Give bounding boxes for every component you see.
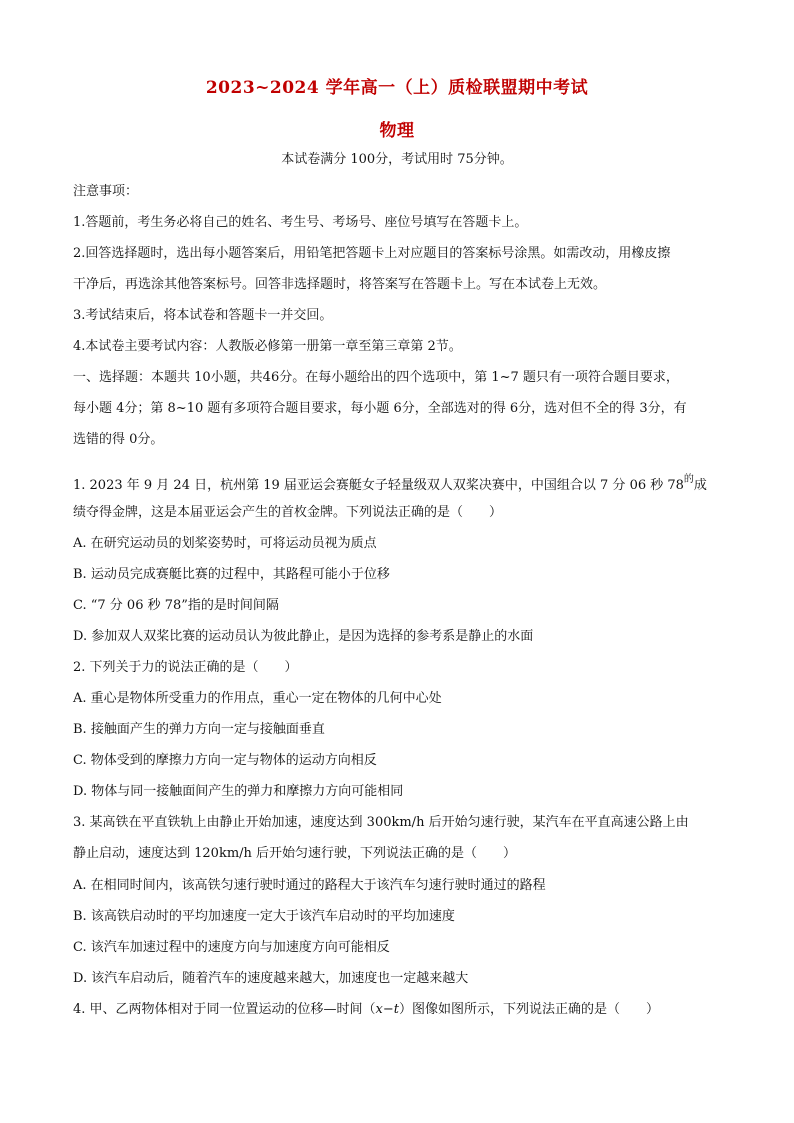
notes-heading: 注意事项： xyxy=(73,184,139,199)
exam-title: 2023~2024 学年高一（上）质检联盟期中考试 xyxy=(205,78,589,98)
question-1-stem-superscript: 的 xyxy=(683,474,694,485)
question-1-stem-tail: 成 xyxy=(693,478,707,493)
question-4-stem-math: x−t xyxy=(375,1002,399,1017)
question-1-option-d: D. 参加双人双桨比赛的运动员认为彼此静止，是因为选择的参考系是静止的水面 xyxy=(73,629,534,644)
question-1-stem-line-2: 绩夺得金牌，这是本届亚运会产生的首枚金牌。下列说法正确的是（ ） xyxy=(73,505,503,520)
note-item-4: 4.本试卷主要考试内容：人教版必修第一册第一章至第三章第 2节。 xyxy=(73,339,462,354)
question-2-option-a: A. 重心是物体所受重力的作用点，重心一定在物体的几何中心处 xyxy=(73,691,442,706)
note-item-1: 1.答题前，考生务必将自己的姓名、考生号、考场号、座位号填写在答题卡上。 xyxy=(73,215,528,230)
question-1-option-b: B. 运动员完成赛艇比赛的过程中，其路程可能小于位移 xyxy=(73,567,390,582)
question-2-option-b: B. 接触面产生的弹力方向一定与接触面垂直 xyxy=(73,722,325,737)
question-3-option-b: B. 该高铁启动时的平均加速度一定大于该汽车启动时的平均加速度 xyxy=(73,909,455,924)
question-1-option-a: A. 在研究运动员的划桨姿势时，可将运动员视为质点 xyxy=(73,536,377,551)
subject-title: 物理 xyxy=(379,121,415,141)
question-4-stem-tail: ）图像如图所示，下列说法正确的是（ ） xyxy=(399,1002,660,1017)
exam-info: 本试卷满分 100分，考试用时 75分钟。 xyxy=(281,152,513,167)
question-1-stem-text: 1. 2023 年 9 月 24 日，杭州第 19 届亚运会赛艇女子轻量级双人双桨决赛中，中国组合以 7 分 06 秒 78 xyxy=(73,478,684,493)
section-instructions-line-2: 每小题 4分；第 8~10 题有多项符合题目要求，每小题 6分，全部选对的得 6分，选对但不全的得 3分，有 xyxy=(73,401,687,416)
section-instructions-line-1: 一、选择题：本题共 10小题，共46分。在每小题给出的四个选项中，第 1~7 题只有一项符合题目要求， xyxy=(73,370,679,385)
question-4-stem xyxy=(73,1000,724,1020)
question-3-stem-line-1: 3. 某高铁在平直铁轨上由静止开始加速，速度达到 300km/h 后开始匀速行驶，某汽车在平直高速公路上由 xyxy=(73,815,689,830)
question-2-option-c: C. 物体受到的摩擦力方向一定与物体的运动方向相反 xyxy=(73,753,377,768)
question-2-stem: 2. 下列关于力的说法正确的是（ ） xyxy=(73,660,298,675)
question-3-stem-line-2: 静止启动，速度达到 120km/h 后开始匀速行驶，下列说法正确的是（ ） xyxy=(73,846,517,861)
note-item-2-line-2: 干净后，再选涂其他答案标号。回答非选择题时，将答案写在答题卡上。写在本试卷上无效。 xyxy=(73,277,607,292)
question-3-option-d: D. 该汽车启动后，随着汽车的速度越来越大，加速度也一定越来越大 xyxy=(73,971,469,986)
section-instructions-line-3: 选错的得 0分。 xyxy=(73,432,164,447)
question-2-option-d: D. 物体与同一接触面间产生的弹力和摩擦力方向可能相同 xyxy=(73,784,404,799)
question-1-option-c: C. “7 分 06 秒 78”指的是时间间隔 xyxy=(73,598,279,613)
question-3-option-a: A. 在相同时间内，该高铁匀速行驶时通过的路程大于该汽车匀速行驶时通过的路程 xyxy=(73,878,546,893)
note-item-2-line-1: 2.回答选择题时，选出每小题答案后，用铅笔把答题卡上对应题目的答案标号涂黑。如需改动，用橡皮擦 xyxy=(73,246,671,261)
question-4-stem-text: 4. 甲、乙两物体相对于同一位置运动的位移—时间（ xyxy=(73,1002,376,1017)
question-1-stem-line-1 xyxy=(73,470,724,496)
note-item-3: 3.考试结束后，将本试卷和答题卡一并交回。 xyxy=(73,308,333,323)
question-3-option-c: C. 该汽车加速过程中的速度方向与加速度方向可能相反 xyxy=(73,940,390,955)
